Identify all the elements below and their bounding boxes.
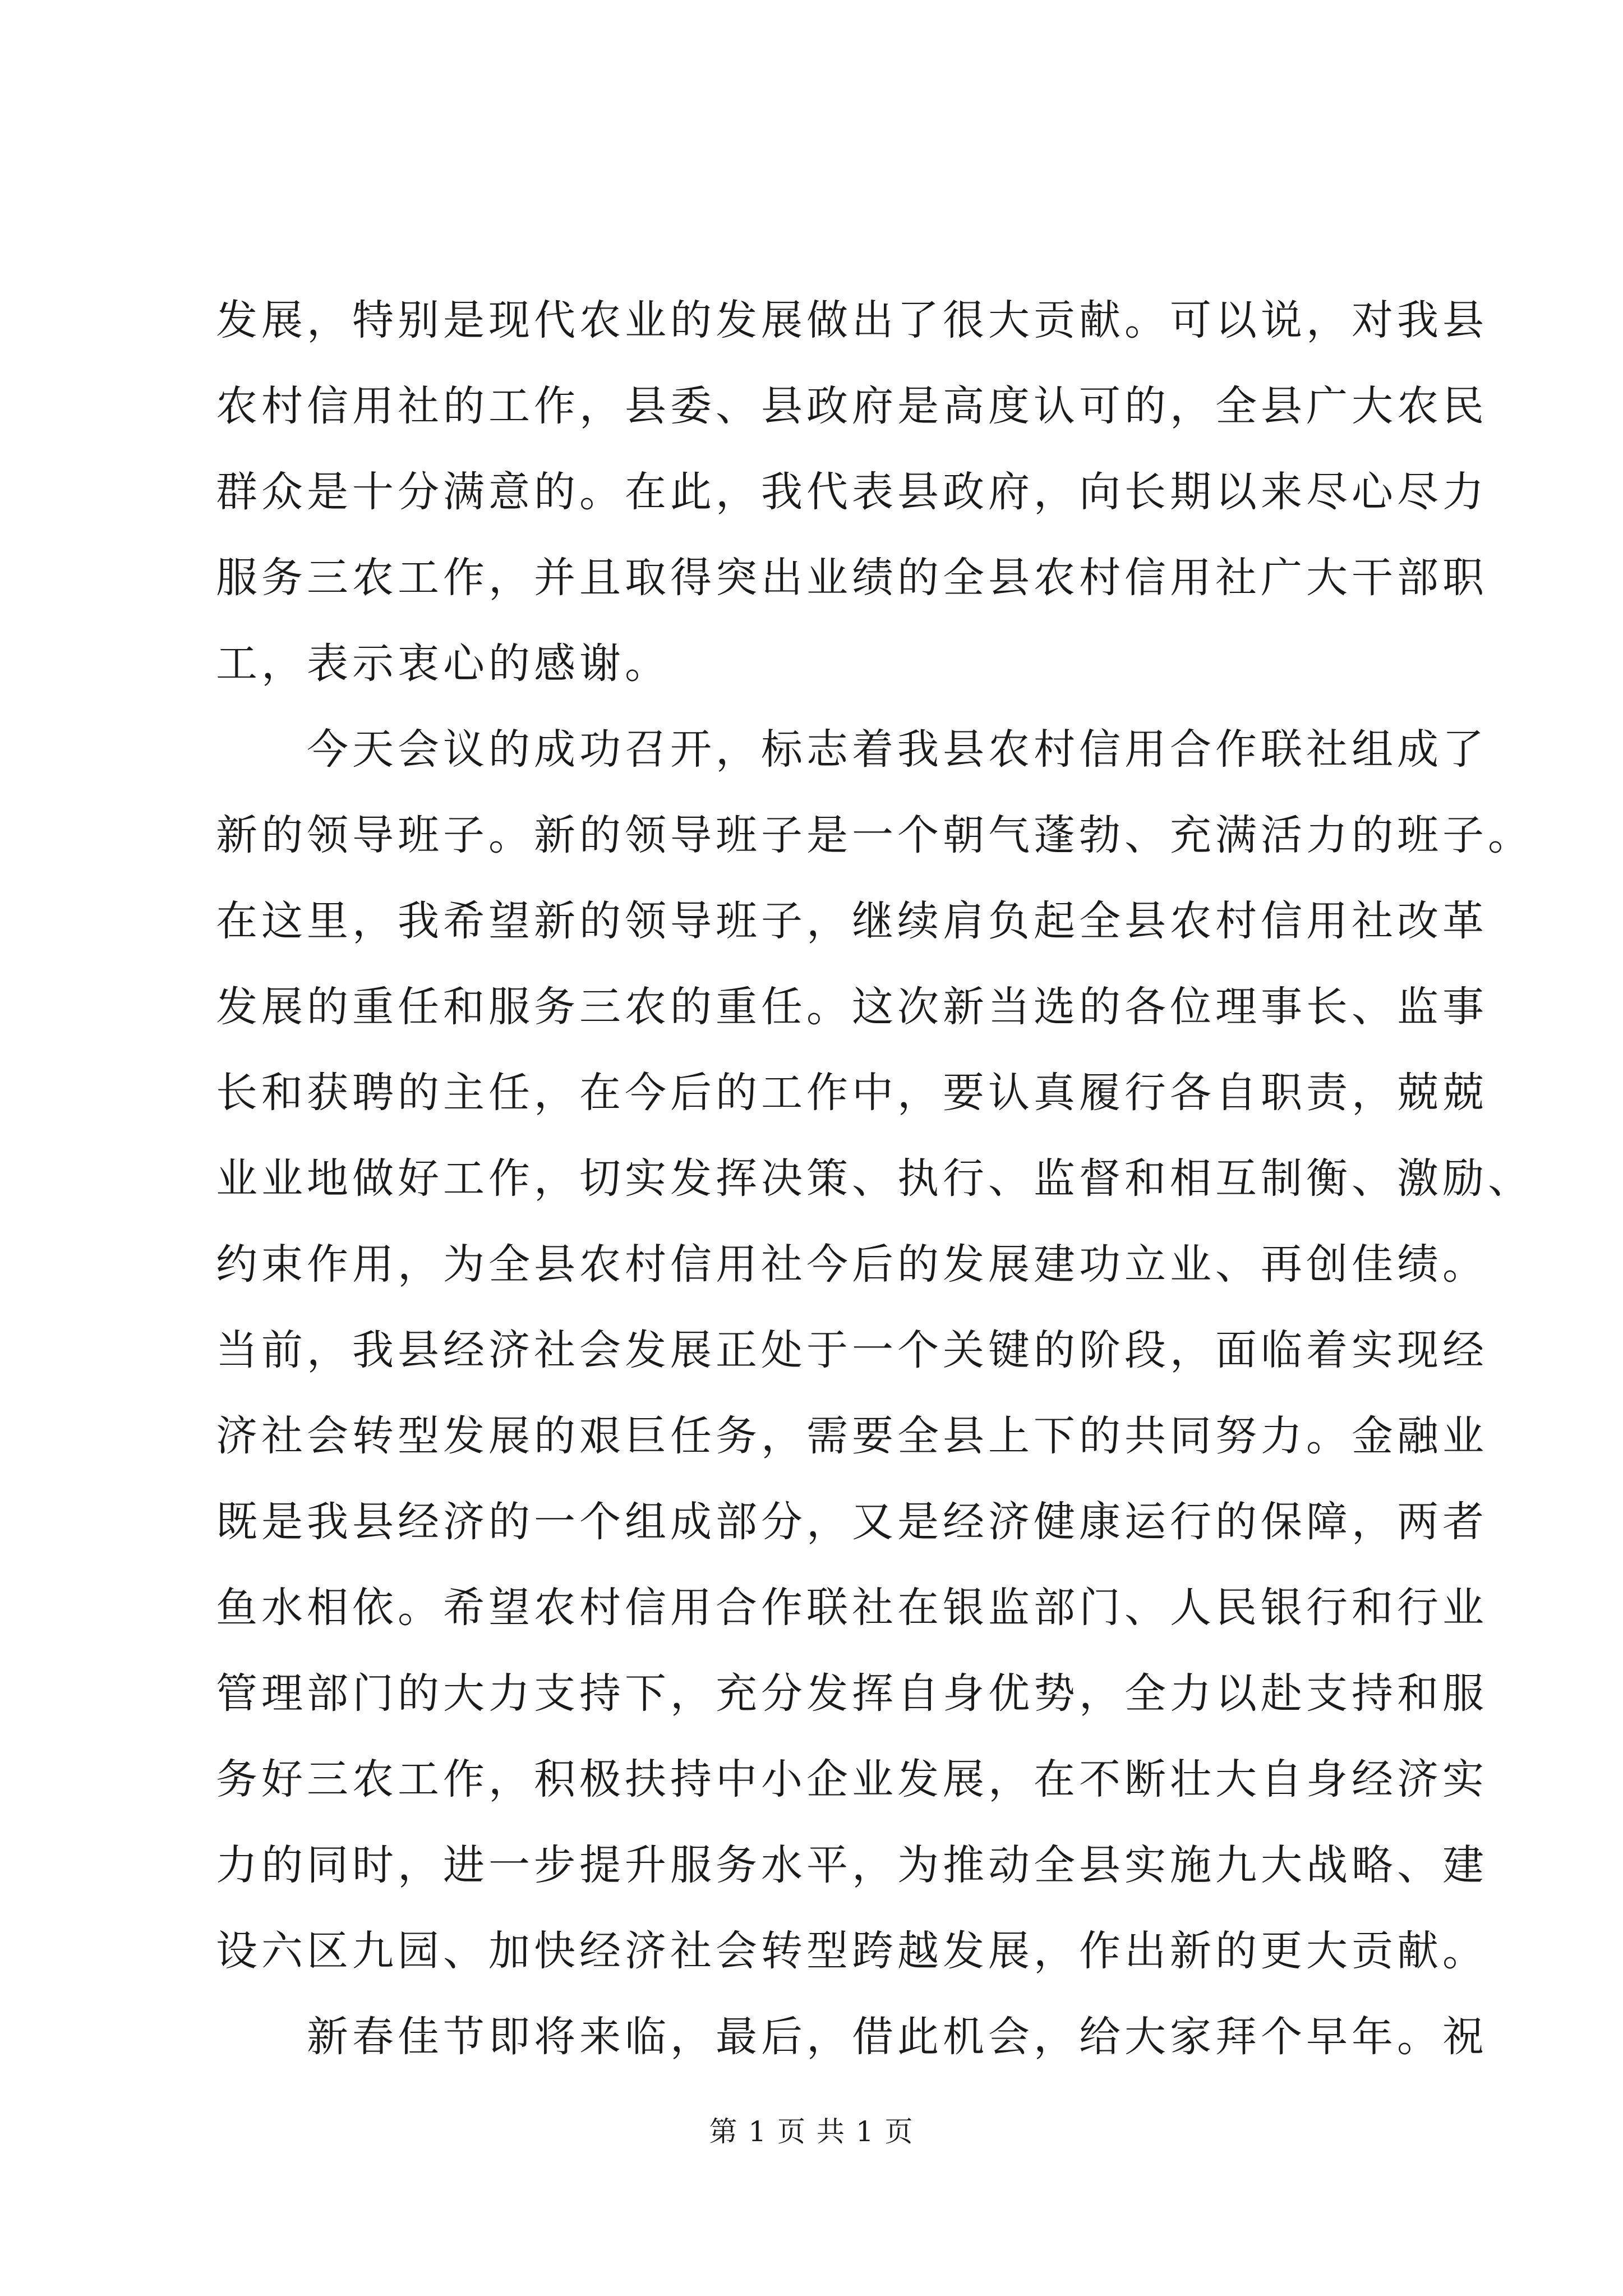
text-line: 鱼水相依。希望农村信用合作联社在银监部门、人民银行和行业 xyxy=(216,1584,1488,1632)
text-line: 长和获聘的主任，在今后的工作中，要认真履行各自职责，兢兢 xyxy=(216,1069,1488,1117)
document-body xyxy=(216,278,1533,2080)
text-line: 工，表示衷心的感谢。 xyxy=(216,639,670,688)
text-line: 既是我县经济的一个组成部分，又是经济健康运行的保障，两者 xyxy=(216,1498,1488,1546)
text-line: 新的领导班子。新的领导班子是一个朝气蓬勃、充满活力的班子。 xyxy=(216,811,1533,859)
text-line: 力的同时，进一步提升服务水平，为推动全县实施九大战略、建 xyxy=(216,1841,1488,1889)
text-line: 发展，特别是现代农业的发展做出了很大贡献。可以说，对我县 xyxy=(216,296,1488,344)
text-line: 业业地做好工作，切实发挥决策、执行、监督和相互制衡、激励、 xyxy=(216,1154,1533,1203)
text-line: 在这里，我希望新的领导班子，继续肩负起全县农村信用社改革 xyxy=(216,897,1488,945)
text-line: 务好三农工作，积极扶持中小企业发展，在不断壮大自身经济实 xyxy=(216,1755,1488,1803)
text-line: 发展的重任和服务三农的重任。这次新当选的各位理事长、监事 xyxy=(216,983,1488,1031)
text-line: 当前，我县经济社会发展正处于一个关键的阶段，面临着实现经 xyxy=(216,1326,1488,1374)
text-line: 设六区九园、加快经济社会转型跨越发展，作出新的更大贡献。 xyxy=(216,1927,1488,1975)
text-line: 济社会转型发展的艰巨任务，需要全县上下的共同努力。金融业 xyxy=(216,1412,1488,1460)
text-line: 约束作用，为全县农村信用社今后的发展建功立业、再创佳绩。 xyxy=(216,1240,1488,1289)
page-number-footer: 第 1 页 共 1 页 xyxy=(709,2115,914,2148)
text-line: 管理部门的大力支持下，充分发挥自身优势，全力以赴支持和服 xyxy=(216,1669,1488,1718)
paragraph-start-line: 今天会议的成功召开，标志着我县农村信用合作联社组成了 xyxy=(307,725,1488,774)
text-line: 服务三农工作，并且取得突出业绩的全县农村信用社广大干部职 xyxy=(216,554,1488,602)
text-line: 群众是十分满意的。在此，我代表县政府，向长期以来尽心尽力 xyxy=(216,468,1488,516)
text-line: 农村信用社的工作，县委、县政府是高度认可的，全县广大农民 xyxy=(216,382,1488,430)
paragraph-start-line: 新春佳节即将来临，最后，借此机会，给大家拜个早年。祝 xyxy=(307,2013,1488,2061)
